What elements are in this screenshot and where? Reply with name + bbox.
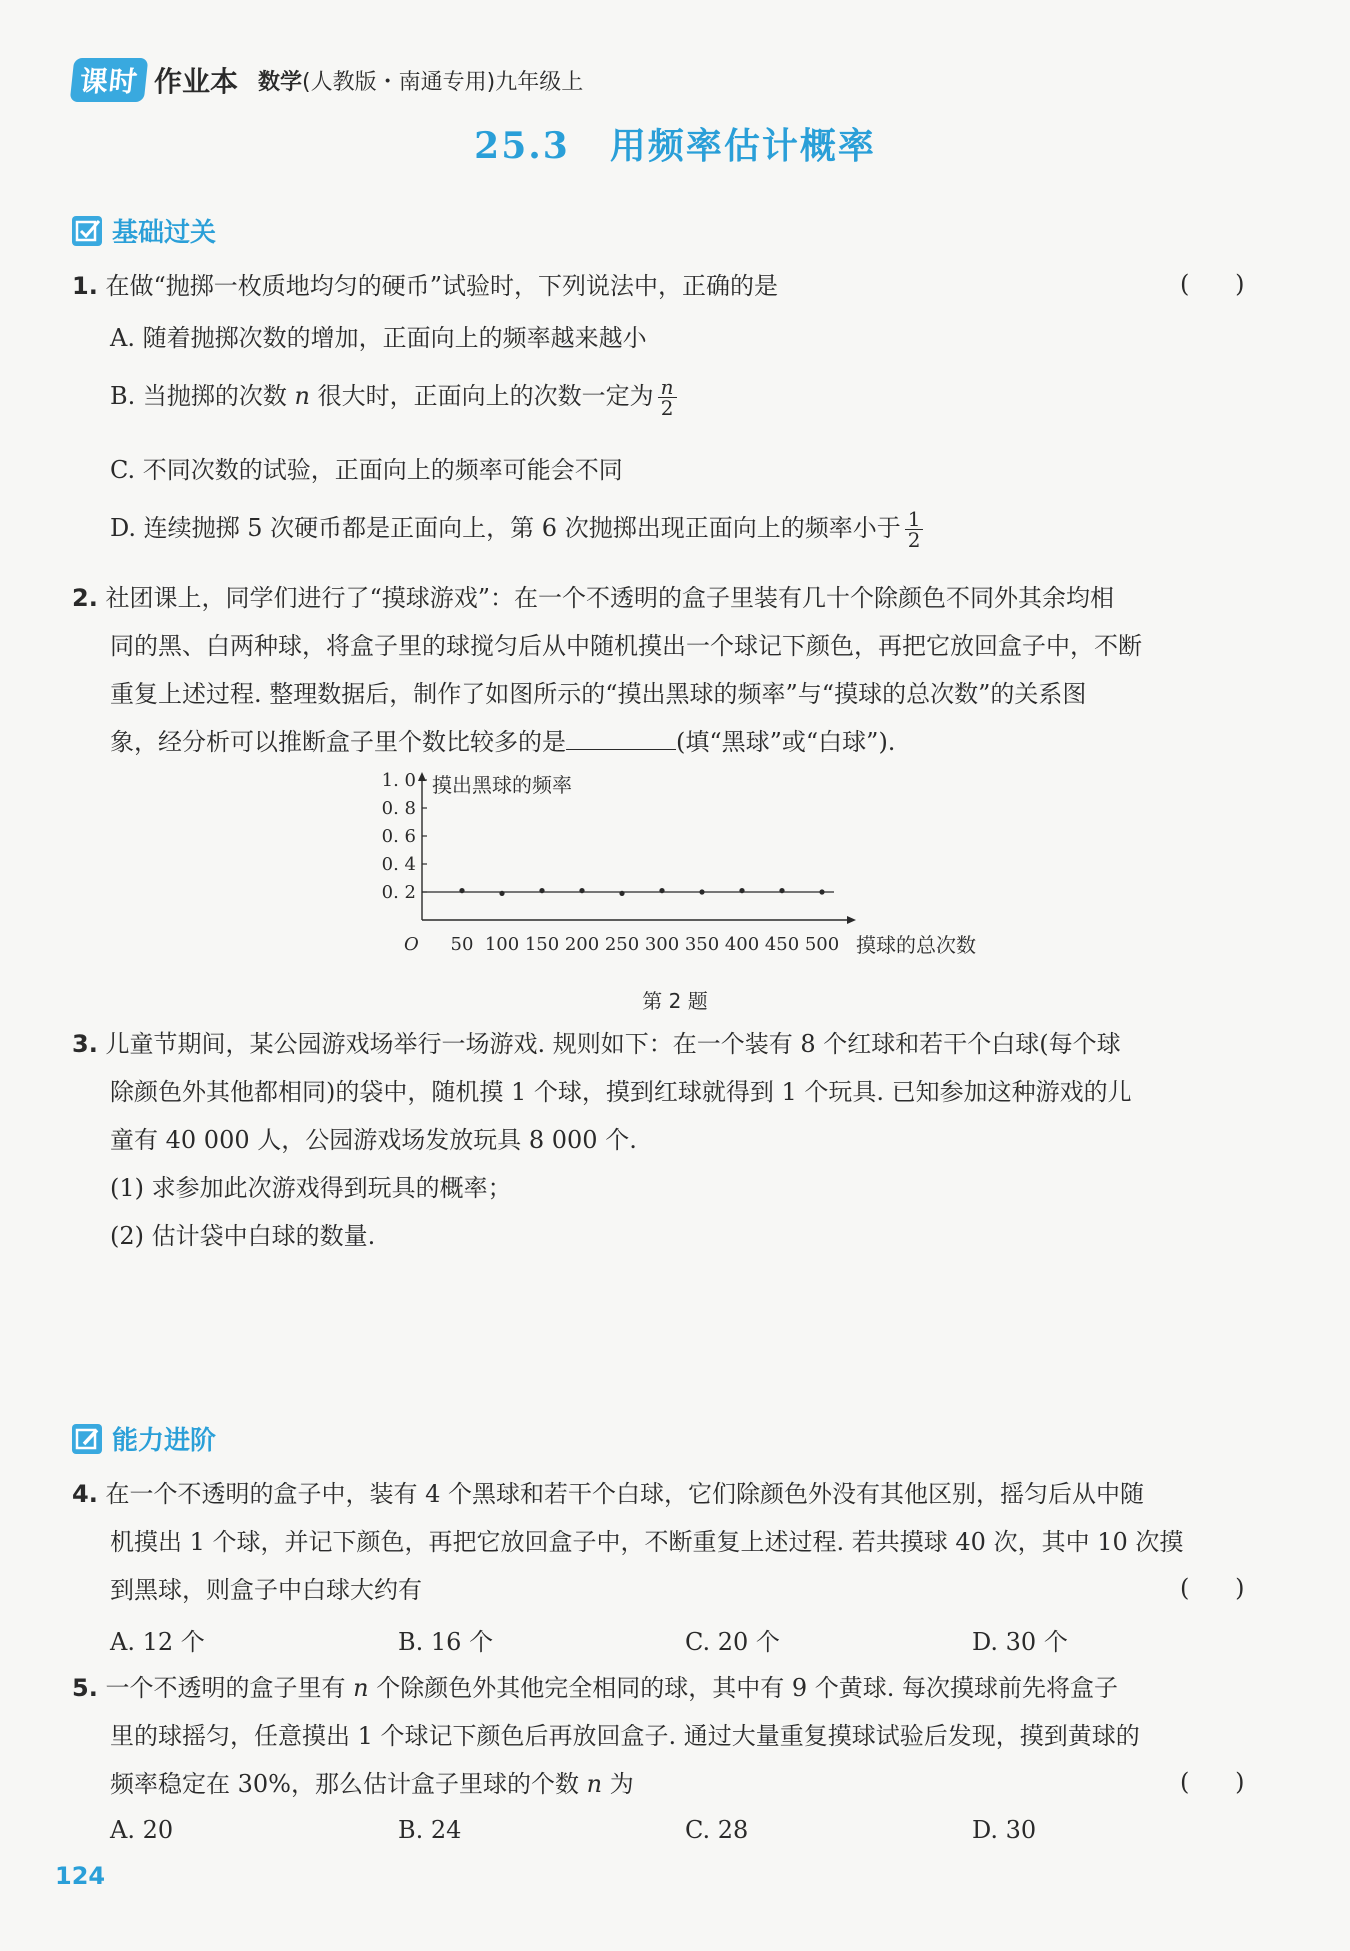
q5-option-d: D. 30 [972,1816,1037,1844]
frequency-chart [370,770,1010,985]
q1-option-d-text: D. 连续抛掷 5 次硬币都是正面向上，第 6 次抛掷出现正面向上的频率小于 [110,514,901,542]
q5-line-1 [72,1672,1118,1704]
data-point [539,888,544,893]
check-pencil-icon [72,216,102,246]
fraction-1-over-2 [905,509,924,550]
data-point [499,891,504,896]
q1-option-d [110,508,923,550]
q2-answer-blank[interactable] [566,727,676,750]
data-point [659,888,664,893]
origin-label: O [404,934,419,955]
q3-line-1 [72,1028,1121,1060]
data-point [819,889,824,894]
brand-logo: 课时 [70,58,149,102]
x-tick-label: 350 [684,934,720,955]
q1-stem [72,270,778,302]
q3-line-2: 除颜色外其他都相同)的袋中，随机摸 1 个球，摸到红球就得到 1 个玩具. 已知参加这种游戏的儿 [110,1078,1132,1106]
q2-line-1 [72,582,1114,614]
y-tick-label: 0. 4 [381,854,416,875]
q3-line-1-text: 儿童节期间，某公园游戏场举行一场游戏. 规则如下：在一个装有 8 个红球和若干个白球(每个球 [105,1030,1121,1058]
q4-number: 4. [72,1480,98,1508]
q1-stem-text: 在做“抛掷一枚质地均匀的硬币”试验时，下列说法中，正确的是 [105,272,779,300]
data-point [459,888,464,893]
q5-line-1-pre: 一个不透明的盒子里有 [105,1674,346,1702]
q5-line-1-post: 个除颜色外其他完全相同的球，其中有 9 个黄球. 每次摸球前先将盒子 [376,1674,1119,1702]
q5-line-3-pre: 频率稳定在 30%，那么估计盒子里球的个数 [110,1770,579,1798]
heading-advanced-text: 能力进阶 [112,1426,217,1456]
q3-sub-2: (2) 估计袋中白球的数量. [110,1222,376,1250]
q3-line-3: 童有 40 000 人，公园游戏场发放玩具 8 000 个. [110,1126,637,1154]
q2-line-4-post: (填“黑球”或“白球”). [676,728,896,756]
heading-basic-text: 基础过关 [112,218,217,248]
q4-option-d: D. 30 个 [972,1628,1068,1656]
frac-numerator: n [658,377,677,398]
data-point [779,888,784,893]
x-tick-label: 150 [524,934,560,955]
chart-caption: 第 2 题 [642,989,708,1013]
q1-option-a: A. 随着抛掷次数的增加，正面向上的频率越来越小 [110,324,647,352]
x-tick-label: 500 [804,934,840,955]
q5-answer-paren: ( ) [1180,1768,1245,1796]
q4-line-1 [72,1478,1144,1510]
section-title [0,118,1350,169]
data-point [699,889,704,894]
q5-line-3-post: 为 [609,1770,634,1798]
heading-advanced [72,1420,216,1457]
header-subject: 数学 [258,69,303,95]
section-number: 25.3 [474,125,570,167]
y-axis-label: 摸出黑球的频率 [432,773,572,797]
header-brand [72,60,583,100]
q4-answer-paren: ( ) [1180,1574,1245,1602]
q5-line-3 [110,1768,634,1800]
x-tick-label: 200 [564,934,600,955]
pencil-edit-icon [72,1424,102,1454]
q2-line-1-text: 社团课上，同学们进行了“摸球游戏”：在一个不透明的盒子里装有几十个除颜色不同外其余均相 [105,584,1115,612]
x-tick-label: 100 [484,934,520,955]
q2-number: 2. [72,584,98,612]
frac-numerator: 1 [905,509,924,530]
q3-number: 3. [72,1030,98,1058]
section-title-text: 用频率估计概率 [609,125,876,167]
q4-line-1-text: 在一个不透明的盒子中，装有 4 个黑球和若干个白球，它们除颜色外没有其他区别，摇匀后从中随 [105,1480,1144,1508]
q1-answer-paren: ( ) [1180,270,1245,298]
page-number: 124 [55,1862,106,1890]
x-tick-label: 450 [764,934,800,955]
q1-number: 1. [72,272,98,300]
y-tick-label: 0. 8 [381,798,416,819]
q2-line-4 [110,726,895,758]
q1-option-b-var: n [294,382,311,410]
x-tick-label: 50 [450,934,474,955]
data-point [619,891,624,896]
x-tick-label: 250 [604,934,640,955]
q4-line-3: 到黑球，则盒子中白球大约有 [110,1576,422,1604]
x-axis-arrow [847,916,856,924]
frac-denominator: 2 [660,396,674,420]
q3-sub-1: (1) 求参加此次游戏得到玩具的概率； [110,1174,512,1202]
y-tick-label: 1. 0 [381,770,416,791]
x-tick-label: 300 [644,934,680,955]
x-tick-label: 400 [724,934,760,955]
q2-line-2: 同的黑、白两种球，将盒子里的球搅匀后从中随机摸出一个球记下颜色，再把它放回盒子中，不断 [110,632,1142,660]
x-axis-label: 摸球的总次数 [856,933,976,957]
y-tick-label: 0. 2 [381,882,416,903]
heading-basic [72,212,216,249]
q5-option-b: B. 24 [398,1816,462,1844]
q4-option-a: A. 12 个 [110,1628,205,1656]
q5-line-1-var: n [353,1674,369,1702]
q2-line-4-pre: 象，经分析可以推断盒子里个数比较多的是 [110,728,566,756]
y-tick-label: 0. 6 [381,826,416,847]
q5-number: 5. [72,1674,98,1702]
q2-line-3: 重复上述过程. 整理数据后，制作了如图所示的“摸出黑球的频率”与“摸球的总次数”的关系图 [110,680,1087,708]
data-point [579,888,584,893]
q5-option-c: C. 28 [685,1816,749,1844]
q1-option-c: C. 不同次数的试验，正面向上的频率可能会不同 [110,456,623,484]
q1-option-b [110,376,677,418]
q4-line-2: 机摸出 1 个球，并记下颜色，再把它放回盒子中，不断重复上述过程. 若共摸球 40 次，其中 10 次摸 [110,1528,1184,1556]
q4-option-b: B. 16 个 [398,1628,494,1656]
q5-line-3-var: n [586,1770,603,1798]
q1-option-b-post: 很大时，正面向上的次数一定为 [317,382,654,410]
q4-option-c: C. 20 个 [685,1628,780,1656]
header-edition: (人教版・南通专用)九年级上 [302,69,584,95]
fraction-n-over-2 [658,377,677,418]
q5-line-2: 里的球摇匀，任意摸出 1 个球记下颜色后再放回盒子. 通过大量重复摸球试验后发现，摸到黄球的 [110,1722,1140,1750]
frac-denominator: 2 [907,528,921,552]
header-subject-line [258,65,583,96]
data-point [739,888,744,893]
brand-name: 作业本 [154,65,239,98]
q5-option-a: A. 20 [110,1816,174,1844]
q1-option-b-pre: B. 当抛掷的次数 [110,382,287,410]
